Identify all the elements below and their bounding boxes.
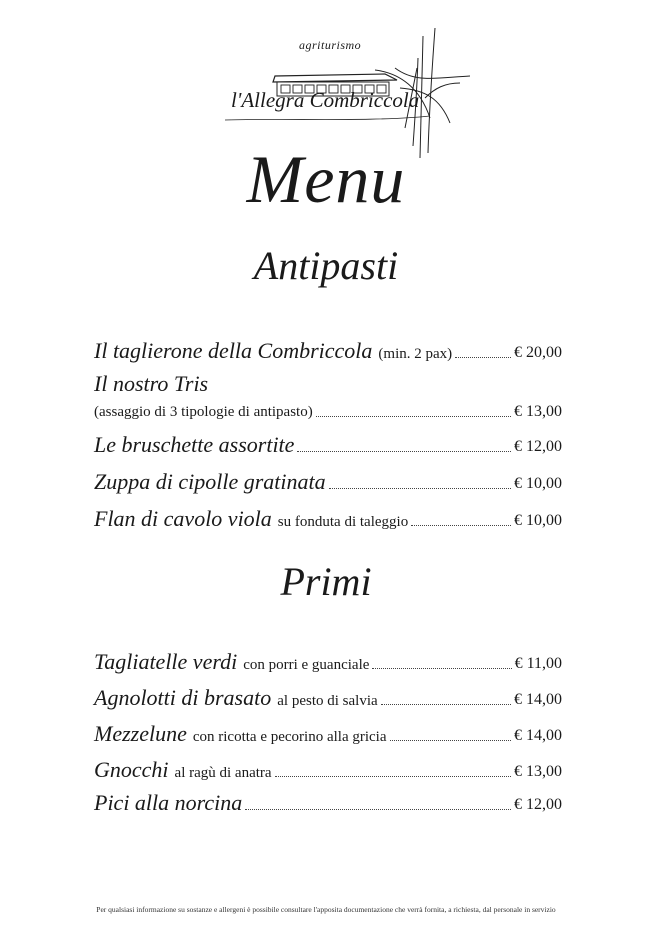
dish-price: € 10,00 (514, 475, 562, 493)
menu-title: Menu (246, 141, 406, 217)
menu-item (94, 651, 562, 673)
dot-leader (245, 809, 511, 810)
dot-leader (329, 488, 511, 489)
dish-name: Tagliatelle verdi (94, 649, 238, 674)
menu-item (94, 508, 562, 530)
menu-item (94, 403, 562, 421)
logo-name: l'Allegra Combriccola (231, 88, 420, 112)
dot-leader (381, 704, 511, 705)
dish-price: € 14,00 (514, 727, 562, 745)
dish-description: su fonduta di taleggio (277, 513, 409, 530)
dish-price: € 10,00 (514, 512, 562, 530)
dish-price: € 12,00 (514, 796, 562, 814)
menu-item (94, 759, 562, 781)
dish-description: al ragù di anatra (174, 764, 272, 781)
dish-price: € 20,00 (514, 344, 562, 362)
dish-description: con porri e guanciale (243, 656, 370, 673)
menu-item (94, 687, 562, 709)
dot-leader (372, 668, 511, 669)
dish-price: € 13,00 (514, 763, 562, 781)
dish-price: € 11,00 (514, 655, 562, 673)
dish-name: Flan di cavolo viola (94, 506, 272, 531)
dish-description: con ricotta e pecorino alla gricia (192, 728, 387, 745)
dish-name: Il taglierone della Combriccola (94, 338, 373, 363)
dish-price: € 13,00 (514, 403, 562, 420)
dot-leader (390, 740, 511, 741)
menu-item (94, 471, 562, 493)
menu-item (94, 792, 562, 814)
dish-price: € 12,00 (514, 438, 562, 456)
dish-description: (min. 2 pax) (378, 345, 453, 362)
section-title-antipasti: Antipasti (253, 243, 399, 288)
dish-name: Le bruschette assortite (94, 432, 295, 457)
dish-description: al pesto di salvia (277, 692, 378, 709)
allergen-note: Per qualsiasi informazione su sostanze e allergeni è possibile consultare l'apposita documentazione che verrà fornita, a richiesta, dal personale in servizio (96, 905, 556, 914)
section-title-primi: Primi (280, 559, 372, 604)
menu-item (94, 434, 562, 456)
dot-leader (297, 451, 511, 452)
dish-name: Zuppa di cipolle gratinata (94, 469, 326, 494)
dot-leader (275, 776, 511, 777)
menu-item-name-line (94, 373, 562, 395)
logo-subtitle: agriturismo (299, 38, 362, 52)
menu-item (94, 723, 562, 745)
dish-name: Mezzelune (94, 721, 187, 746)
dish-name: Gnocchi (94, 757, 169, 782)
dot-leader (411, 525, 511, 526)
dish-description: (assaggio di 3 tipologie di antipasto) (94, 404, 313, 421)
dish-price: € 14,00 (514, 691, 562, 709)
dot-leader (455, 357, 511, 358)
dish-name: Il nostro Tris (94, 371, 209, 396)
dish-name: Agnolotti di brasato (94, 685, 272, 710)
dish-name: Pici alla norcina (94, 790, 243, 815)
dot-leader (316, 416, 511, 417)
menu-item (94, 340, 562, 362)
